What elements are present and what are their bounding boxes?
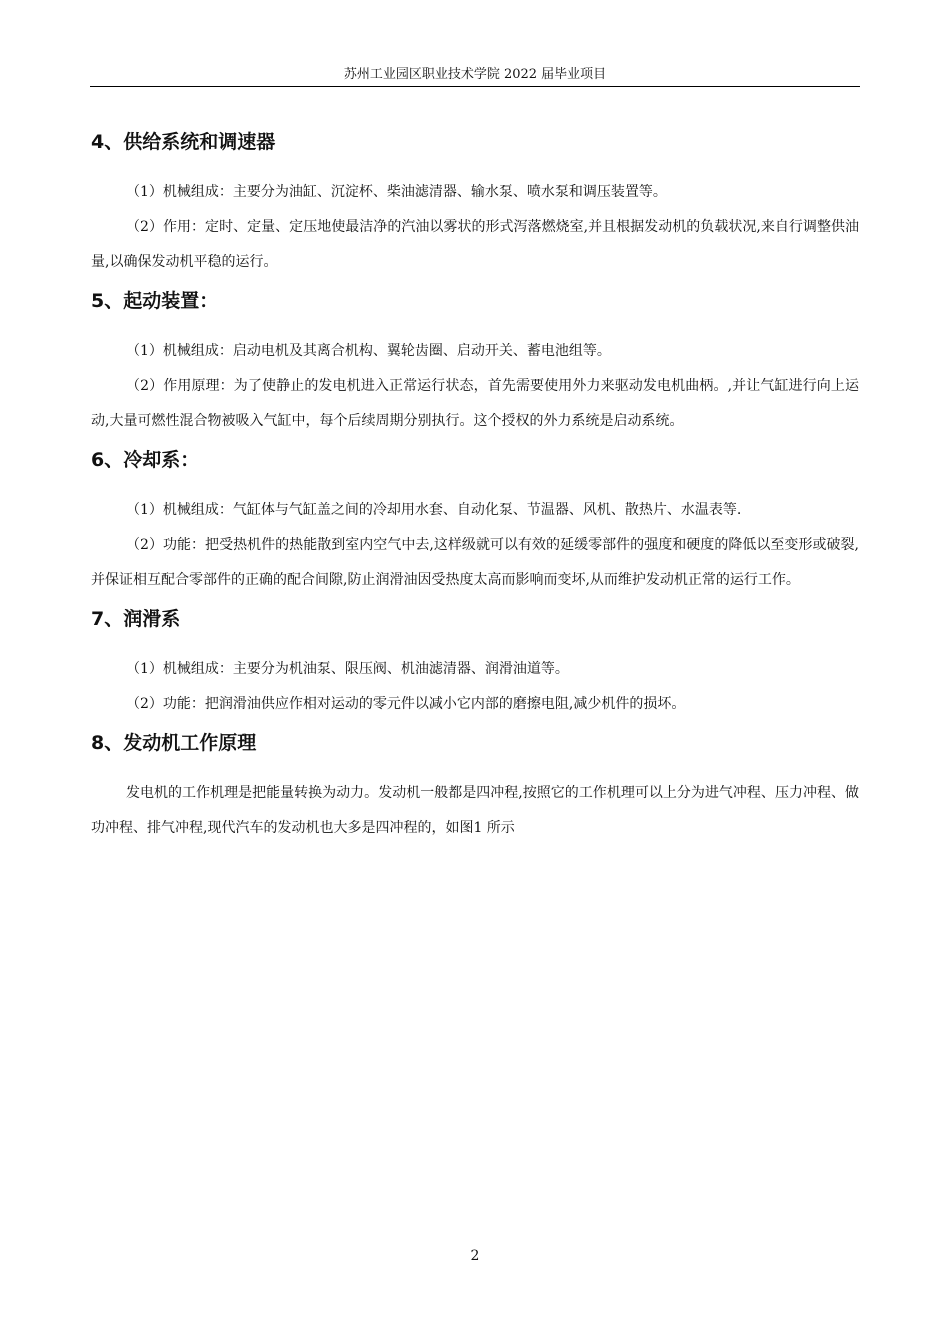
section-heading: 4、供给系统和调速器 <box>91 131 276 153</box>
section-starting-device <box>91 288 859 439</box>
section-heading: 5、起动装置： <box>91 290 219 312</box>
paragraph: （2）功能：把受热机件的热能散到室内空气中去,这样级就可以有效的延缓零部件的强度和硬度的降低以至变形或破裂,并保证相互配合零部件的正确的配合间隙,防止润滑油因受热度太高而影响而变坏,从而维护发动机正常的运行工作。 <box>91 537 859 588</box>
paragraph: （1）机械组成：主要分为油缸、沉淀杯、柴油滤清器、输水泵、喷水泵和调压装置等。 <box>126 184 667 200</box>
page-number: 2 <box>470 1248 480 1264</box>
section-lubrication-system <box>91 606 859 722</box>
section-cooling-system <box>91 447 859 598</box>
section-fuel-system <box>91 129 859 280</box>
paragraph: （2）功能：把润滑油供应作相对运动的零元件以减小它内部的磨擦电阻,减少机件的损坏。 <box>126 696 686 712</box>
paragraph: （2）作用原理：为了使静止的发电机进入正常运行状态，首先需要使用外力来驱动发电机曲柄。,并让气缸进行向上运动,大量可燃性混合物被吸入气缸中，每个后续周期分别执行。这个授权的外力系统是启动系统。 <box>91 378 859 429</box>
paragraph: （2）作用：定时、定量、定压地使最洁净的汽油以雾状的形式泻落燃烧室,并且根据发动机的负载状况,来自行调整供油量,以确保发动机平稳的运行。 <box>91 219 859 270</box>
section-heading: 7、润滑系 <box>91 608 181 630</box>
page-header: 苏州工业园区职业技术学院 2022 届毕业项目 <box>343 67 607 82</box>
paragraph: 发电机的工作机理是把能量转换为动力。发动机一般都是四冲程,按照它的工作机理可以上分为进气冲程、压力冲程、做功冲程、排气冲程,现代汽车的发动机也大多是四冲程的，如图1 所示 <box>91 785 859 836</box>
section-engine-principle <box>91 730 859 846</box>
header-divider <box>90 86 860 87</box>
section-heading: 6、冷却系： <box>91 449 200 471</box>
section-heading: 8、发动机工作原理 <box>91 732 257 754</box>
paragraph: （1）机械组成：气缸体与气缸盖之间的冷却用水套、自动化泵、节温器、风机、散热片、水温表等. <box>126 502 742 518</box>
paragraph: （1）机械组成：启动电机及其离合机构、翼轮齿圈、启动开关、蓄电池组等。 <box>126 343 611 359</box>
document-body <box>91 121 859 850</box>
paragraph: （1）机械组成：主要分为机油泵、限压阀、机油滤清器、润滑油道等。 <box>126 661 569 677</box>
